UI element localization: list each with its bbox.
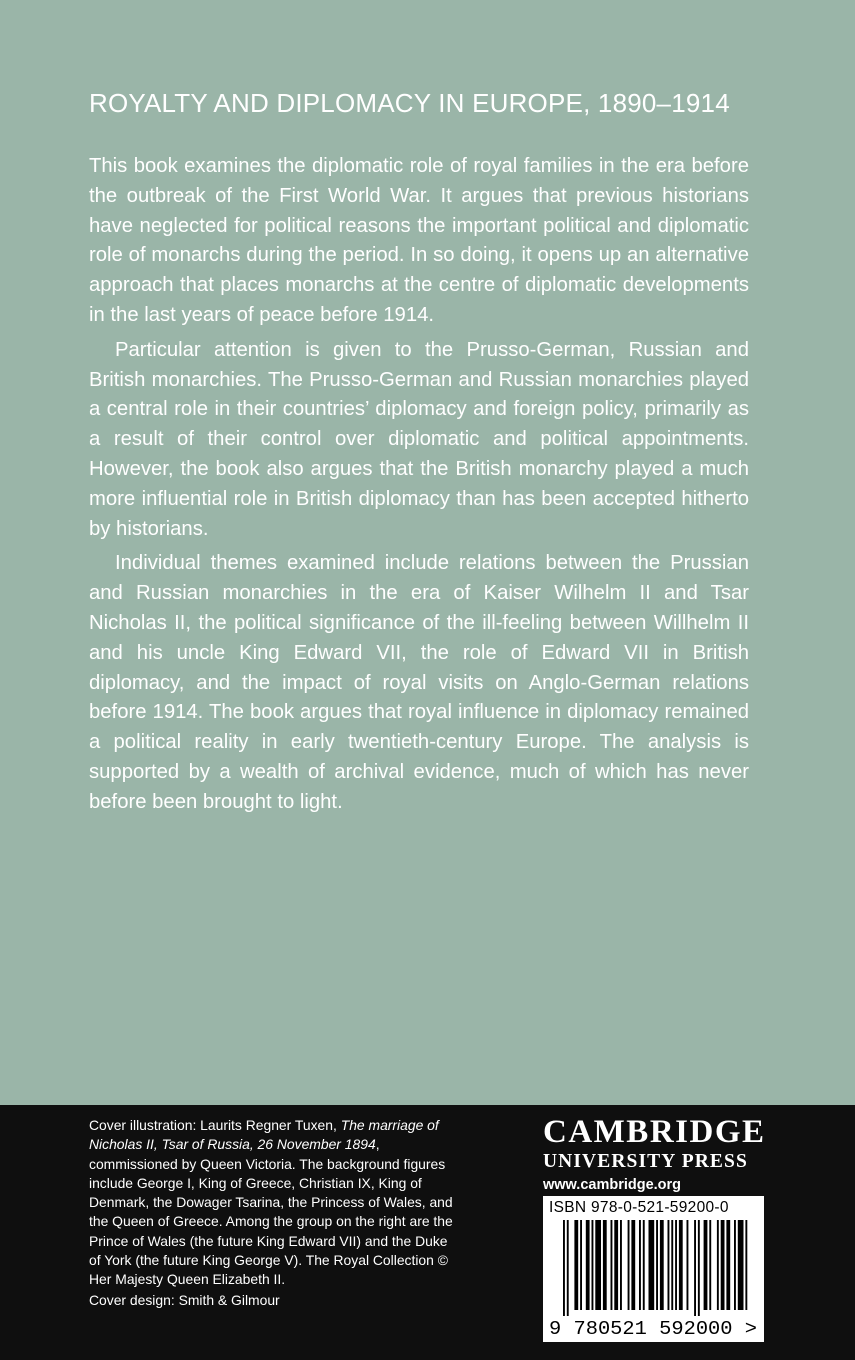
blurb-paragraph: Particular attention is given to the Prusso-German, Russian and British monarchies. The Prusso-German and Russian monarchies played a central role in their countries’ diplomacy and foreign policy, primarily as a result of their control over diplomatic and political appointments. However, the book also argues that the British monarchy played a much more influential role in British diplomacy than has been accepted hitherto by historians. bbox=[89, 338, 749, 540]
publisher-subtitle: UNIVERSITY PRESS bbox=[543, 1151, 748, 1172]
cover-design-credit: Cover design: Smith & Gilmour bbox=[89, 1292, 280, 1308]
barcode-bar bbox=[620, 1220, 622, 1310]
barcode-bar bbox=[721, 1220, 725, 1310]
barcode-bar bbox=[586, 1220, 590, 1310]
barcode-bar bbox=[694, 1220, 696, 1316]
footer-band bbox=[0, 1105, 855, 1360]
barcode-bar bbox=[717, 1220, 719, 1310]
blurb bbox=[89, 152, 749, 818]
barcode-bar bbox=[671, 1220, 673, 1310]
barcode-bar bbox=[738, 1220, 744, 1310]
barcode-bar bbox=[726, 1220, 730, 1310]
barcode-bar bbox=[595, 1220, 601, 1310]
barcode-bar bbox=[643, 1220, 645, 1310]
barcode-bar bbox=[675, 1220, 677, 1310]
barcode-bars bbox=[563, 1220, 747, 1316]
barcode-bar bbox=[698, 1220, 700, 1316]
barcode-bar bbox=[745, 1220, 747, 1310]
barcode bbox=[543, 1196, 764, 1342]
barcode-bar bbox=[628, 1220, 630, 1310]
barcode-bar bbox=[687, 1220, 689, 1310]
barcode-bar bbox=[563, 1220, 565, 1316]
barcode-bar bbox=[639, 1220, 641, 1310]
barcode-bar bbox=[614, 1220, 618, 1310]
barcode-bar bbox=[574, 1220, 578, 1310]
barcode-digits: 9 780521 592000 > bbox=[549, 1318, 757, 1340]
barcode-bar bbox=[704, 1220, 708, 1310]
barcode-bar bbox=[656, 1220, 658, 1310]
publisher-logo bbox=[543, 1113, 768, 1193]
barcode-panel bbox=[543, 1196, 764, 1342]
barcode-bar bbox=[567, 1220, 569, 1316]
credit-lead: Cover illustration: Laurits Regner Tuxen, bbox=[89, 1117, 341, 1133]
barcode-bar bbox=[649, 1220, 655, 1310]
barcode-bar bbox=[631, 1220, 635, 1310]
barcode-bar bbox=[611, 1220, 613, 1310]
barcode-bar bbox=[679, 1220, 683, 1310]
barcode-bar bbox=[580, 1220, 582, 1310]
cover-illustration-credit bbox=[89, 1116, 454, 1290]
barcode-bar bbox=[660, 1220, 664, 1310]
credit-rest: , commissioned by Queen Victoria. The background figures include George I, King of Greece, Christian IX, King of Denmark, the Dowager Tsarina, the Princess of Wales, and the Queen of Greece. Among the group on the right are the Prince of Wales (the future King Edward VII) and the Duke of York (the future King George V). The Royal Collection © Her Majesty Queen Elizabeth II. bbox=[89, 1136, 453, 1288]
barcode-bar bbox=[603, 1220, 607, 1310]
publisher-url: www.cambridge.org bbox=[543, 1177, 682, 1193]
blurb-paragraph: This book examines the diplomatic role of royal families in the era before the outbreak of the First World War. It argues that previous historians have neglected for political reasons the important political and diplomatic role of monarchs during the period. In so doing, it opens up an alternative approach that places monarchs at the centre of diplomatic developments in the last years of peace before 1914. bbox=[89, 155, 749, 326]
blurb-paragraph: Individual themes examined include relations between the Prussian and Russian monarchies in the era of Kaiser Wilhelm II and Tsar Nicholas II, the political significance of the ill-feeling between Willhelm II and his uncle King Edward VII, the role of Edward VII in British diplomacy, and the impact of royal visits on Anglo-German relations before 1914. The book argues that royal influence in diplomacy remained a political reality in early twentieth-century Europe. The analysis is supported by a wealth of archival evidence, much of which has never before been brought to light. bbox=[89, 552, 749, 813]
barcode-bar bbox=[592, 1220, 594, 1310]
barcode-bar bbox=[734, 1220, 736, 1310]
credit-work-title: The marriage of Nicholas II, Tsar of Russia, 26 November 1894 bbox=[89, 1117, 439, 1153]
publisher-name: CAMBRIDGE bbox=[543, 1114, 766, 1150]
isbn-label: ISBN 978-0-521-59200-0 bbox=[549, 1199, 729, 1216]
book-title: ROYALTY AND DIPLOMACY IN EUROPE, 1890–1914 bbox=[89, 88, 730, 118]
barcode-bar bbox=[709, 1220, 711, 1310]
barcode-bar bbox=[668, 1220, 670, 1310]
